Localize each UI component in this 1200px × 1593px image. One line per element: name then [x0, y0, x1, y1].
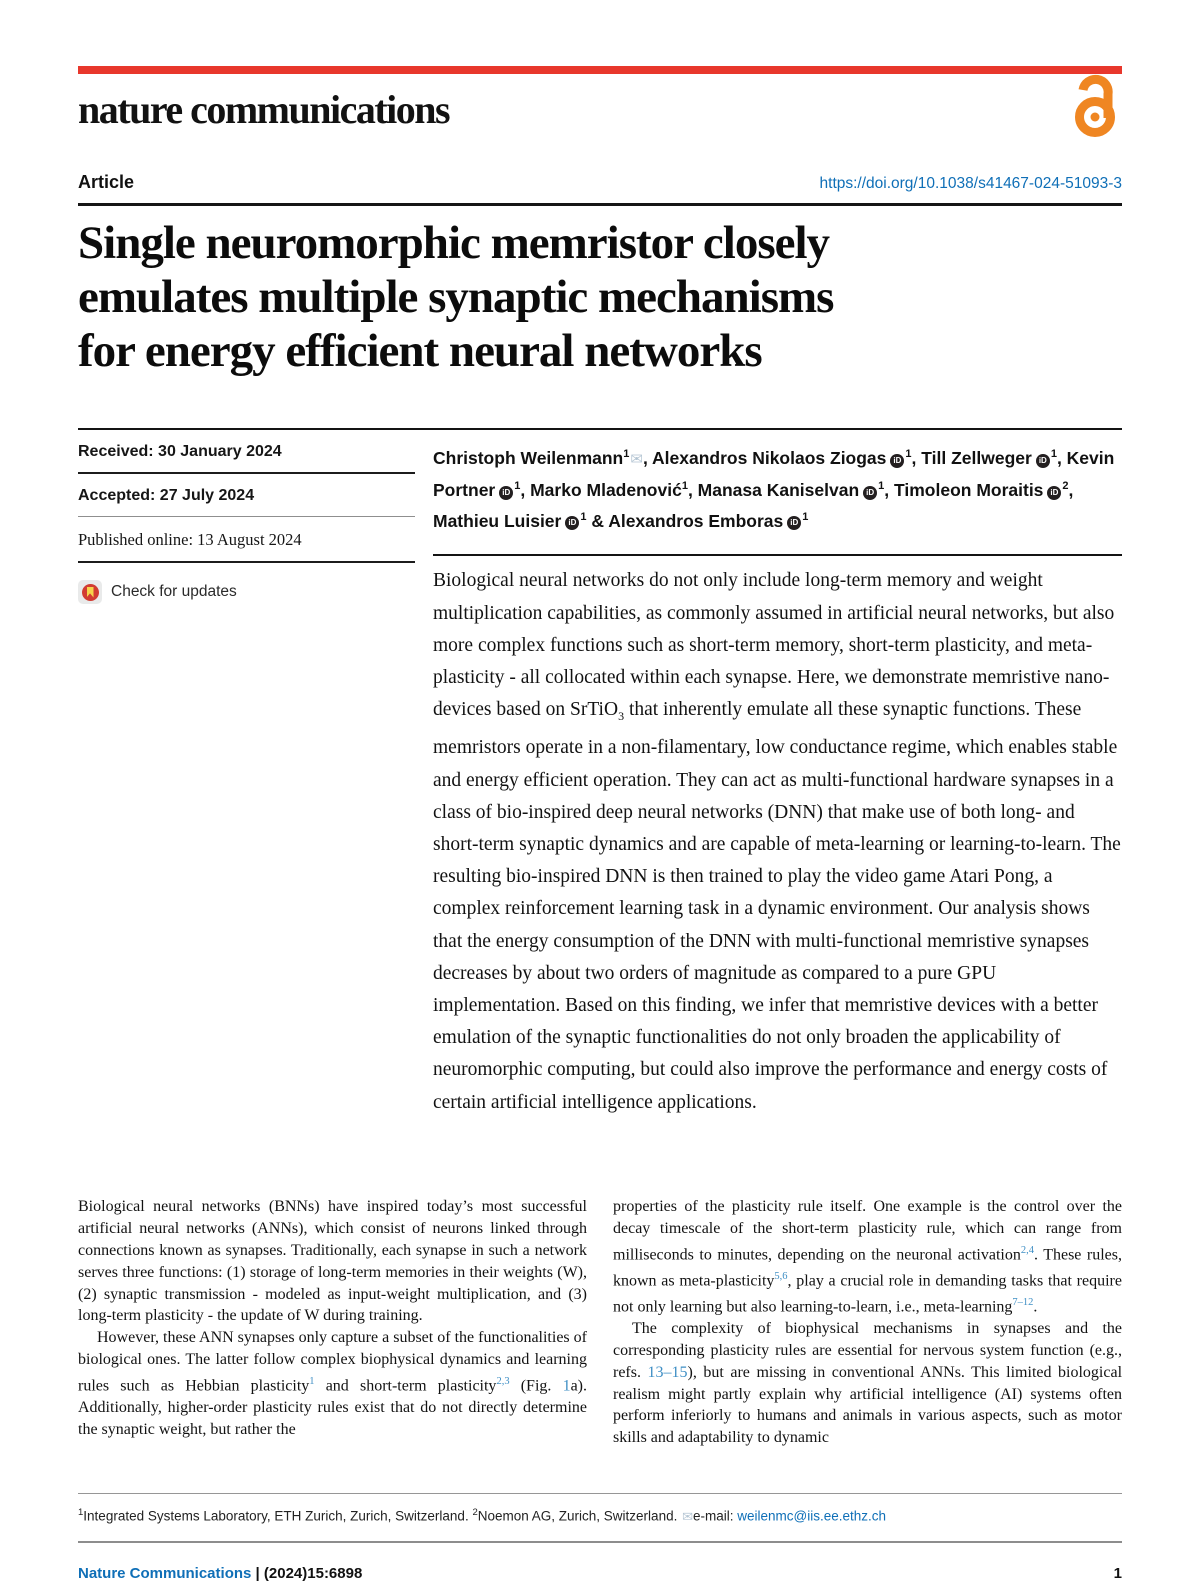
abstract-text: Biological neural networks do not only include long-term memory and weight multiplication capabilities, as commonly assumed in artificial neural networks, but also more complex functions such as short-term memory, short-term plasticity, and meta-plasticity - all collocated within each synapse. Here, we demonstrate memristive nano-devices based on SrTiO$_3$ that inherently emulate all these synaptic functions. These memristors operate in a non-filamentary, low conductance regime, which enables stable and energy efficient operation. They can act as multi-functional hardware synapses in a class of bio-inspired deep neural networks (DNN) that make use of both long- and short-term synaptic dynamics and are capable of meta-learning or learning-to-learn. The resulting bio-inspired DNN is then trained to play the video game Atari Pong, a complex reinforcement learning task in a dynamic environment. Our analysis shows that the energy consumption of the DNN with multi-functional memristive synapses decreases by about two orders of magnitude as compared to a pure GPU implementation. Based on this finding, we infer that memristive devices with a better emulation of the synaptic functionalities do not only broaden the applicability of neuromorphic computing, but could also improve the performance and energy costs of certain artificial intelligence applications.: [433, 570, 1121, 1113]
author-name: Timoleon Moraitis: [894, 480, 1044, 501]
citation-reference[interactable]: 1: [309, 1375, 315, 1387]
published-date: Published online: 13 August 2024: [78, 517, 415, 563]
orcid-icon[interactable]: iD: [499, 486, 513, 500]
citation-reference[interactable]: 2,4: [1020, 1244, 1034, 1256]
author-name: Alexandros Emboras: [608, 510, 784, 531]
envelope-icon: ✉: [682, 1508, 693, 1524]
doi-link[interactable]: https://doi.org/10.1038/s41467-024-51093-3: [819, 175, 1122, 192]
author-name: Till Zellweger: [921, 447, 1032, 468]
affiliation-superscript: 1: [878, 480, 885, 493]
author-name: Christoph Weilenmann: [433, 447, 624, 468]
orcid-icon[interactable]: iD: [565, 516, 579, 530]
subscript-marker: 3: [618, 709, 625, 724]
footer-citation: [78, 1565, 362, 1582]
author-name: Marko Mladenović: [530, 480, 682, 501]
affiliations-footnote: $^1$Integrated Systems Laboratory, ETH Zurich, Zurich, Switzerland. $^2$Noemon AG, Zurich, Switzerland. ✉e-mail: weilenmc@iis.ee.ethz.ch: [78, 1493, 1122, 1543]
body-paragraph: properties of the plasticity rule itself. One example is the control over the decay timescale of the short-term plasticity rule, which can range from milliseconds to minutes, depending on the neuronal activation$^{2,4}$. These rules, known as meta-plasticity$^{5,6}$, play a crucial role in demanding tasks that require not only learning but also learning-to-learn, i.e., meta-learning$^{7-12}$.: [613, 1198, 1123, 1316]
received-date: Received: 30 January 2024: [78, 430, 415, 474]
brand-red-bar: [78, 66, 1122, 74]
title-line-2: emulates multiple synaptic mechanisms: [78, 271, 834, 323]
journal-logo: nature communications: [78, 87, 450, 132]
orcid-icon[interactable]: iD: [787, 516, 801, 530]
body-column-left: [78, 1196, 587, 1449]
superscript-marker: 1: [78, 1507, 84, 1519]
affiliation-superscript: 1: [905, 448, 912, 460]
author-name: Mathieu Luisier: [433, 510, 562, 531]
orcid-icon[interactable]: iD: [863, 486, 877, 500]
affiliation-superscript: 1: [1050, 448, 1057, 460]
orcid-icon[interactable]: iD: [1047, 486, 1061, 500]
body-columns: [78, 1196, 1122, 1449]
article-bar: [78, 172, 1122, 193]
author-name: Alexandros Nikolaos Ziogas: [652, 447, 887, 468]
journal-name-link[interactable]: Nature Communications: [78, 1564, 252, 1582]
superscript-marker: 2: [472, 1507, 478, 1519]
email-link[interactable]: weilenmc@iis.ee.ethz.ch: [737, 1508, 887, 1524]
citation-reference[interactable]: 13–15: [647, 1363, 688, 1381]
check-for-updates-button[interactable]: [78, 580, 237, 604]
affiliation-superscript: 1: [802, 510, 809, 523]
page-footer: [78, 1565, 1122, 1582]
affiliation-superscript: 1: [681, 480, 688, 493]
citation-reference[interactable]: 5,6: [774, 1271, 788, 1283]
paper-title: [78, 216, 1122, 378]
open-access-icon: [1070, 74, 1122, 143]
accepted-date: Accepted: 27 July 2024: [78, 474, 415, 517]
orcid-icon[interactable]: iD: [890, 454, 904, 468]
volume-citation: | (2024)15:6898: [255, 1564, 363, 1582]
citation-reference[interactable]: 1: [562, 1377, 571, 1395]
abstract-rule: [433, 554, 1122, 557]
dates-column: [78, 430, 415, 1138]
body-paragraph: The complexity of biophysical mechanisms in synapses and the corresponding plasticity rules are essential for nervous system function (e.g., refs. 13–15), but are missing in conventional ANNs. This limited biological realism might partly explain why artificial intelligence (AI) systems often perform inferiorly to humans and animals in various aspects, such as motor skills and adaptability to dynamic: [613, 1320, 1123, 1447]
header-grid: [78, 428, 1122, 1138]
article-type-label: Article: [78, 172, 135, 192]
page-number: 1: [1113, 1564, 1122, 1582]
author-name: Manasa Kaniselvan: [697, 480, 860, 501]
affiliation-superscript: 1: [580, 510, 587, 523]
affiliation-superscript: 1: [514, 480, 521, 493]
affiliation-superscript: 2: [1062, 480, 1069, 493]
authors-abstract-column: [433, 430, 1122, 1138]
title-line-1: Single neuromorphic memristor closely: [78, 217, 830, 269]
body-column-right: [613, 1196, 1122, 1449]
body-paragraph: Biological neural networks (BNNs) have inspired today’s most successful artificial neural networks (ANNs), which consist of neurons linked through connections known as synapses. Traditionally, each synapse in such a network serves three functions: (1) storage of long-term memories in their weights (W), (2) synaptic transmission - modeled as input-weight multiplication, and (3) long-term plasticity - the update of W during training.: [78, 1198, 587, 1325]
crossmark-icon: [78, 580, 102, 604]
citation-reference[interactable]: 2,3: [496, 1375, 510, 1387]
title-line-3: for energy efficient neural networks: [78, 325, 762, 377]
author-name: Kevin Portner: [433, 447, 1115, 501]
header-rule: [78, 203, 1122, 206]
masthead: [78, 78, 1122, 144]
corresponding-author-envelope-icon: ✉: [630, 450, 643, 468]
author-list: Christoph Weilenmann$^1$✉, Alexandros Nikolaos Ziogas $iD^1$, Till Zellweger $iD^1$, Kevin Portner $iD^1$, Marko Mladenović$^1$, Manasa Kaniselvan $iD^1$, Timoleon Moraitis $iD^2$, Mathieu Luisier $iD^1$ & Alexandros Emboras $iD^1$: [433, 447, 1115, 531]
orcid-icon[interactable]: iD: [1036, 454, 1050, 468]
citation-reference[interactable]: 7–12: [1012, 1297, 1034, 1309]
check-for-updates-label: Check for updates: [111, 583, 237, 600]
affiliation-superscript: 1: [623, 448, 630, 460]
body-paragraph: However, these ANN synapses only capture a subset of the functionalities of biological ones. The latter follow complex biophysical dynamics and learning rules such as Hebbian plasticity$^1$ and short-term plasticity$^{2,3}$ (Fig. 1a). Additionally, higher-order plasticity rules exist that do not directly determine the synaptic weight, but rather the: [78, 1329, 588, 1438]
